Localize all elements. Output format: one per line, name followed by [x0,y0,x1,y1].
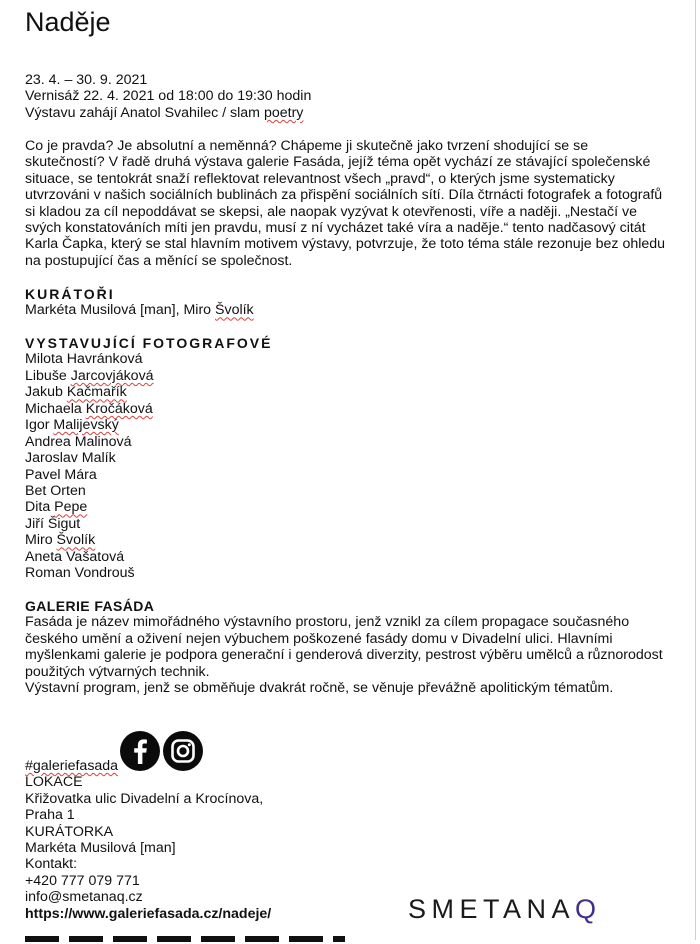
gallery-line: použitých výtvarných technik. [25,663,210,680]
vernissage-time: Vernisáž 22. 4. 2021 od 18:00 do 19:30 hodin [25,88,312,105]
cropped-logo-strokes [25,936,345,942]
gallery-line: Výstavní program, jenž se obměňuje dvakrát ročně, se věnuje převážně apolitickým tématům. [25,680,614,697]
contact-email[interactable]: info@smetanaq.cz [25,889,143,906]
spellcheck-word: Švolík [56,532,96,549]
curators-section [25,286,687,319]
page-edge [695,0,696,940]
exhibitors-list [25,351,687,581]
list-item: Jiří Šigut [25,515,81,532]
logo-accent: Q [575,894,602,924]
spellcheck-word: Kročáková [85,400,153,417]
intro-line: Karla Čapka, který se stal hlavním motivem výstavy, potvrzuje, že toto téma stále rezonuje bez ohledu [25,236,666,253]
location-city: Praha 1 [25,807,75,824]
gallery-line: myšlenkami galerie je podpora generační i genderová diverzity, pestrost výběru umělců a různorodost [25,647,663,664]
list-item: Libuše Jarcovjáková [25,367,154,384]
list-item: Dita Pepe [25,499,88,516]
page-title: Naděje [25,7,111,37]
cropped-logo-fragment [25,934,345,944]
intro-line: utvrzováni v našich sociálních bublinách za přispění sociálních sítí. Díla čtrnácti fotografek a fotografů [25,187,663,204]
list-item: Jaroslav Malík [25,450,116,467]
list-item: Roman Vondrouš [25,565,135,582]
intro-line: situace, se tentokrát snaží reflektovat relevantnost všech „pravd“, o kterých jsme systematicky [25,170,615,187]
website-link[interactable]: https://www.galeriefasada.cz/nadeje/ [25,905,272,922]
contact-label: Kontakt: [25,856,78,873]
intro-paragraph [25,138,687,269]
spellcheck-word: Malijevský [53,417,119,434]
list-item: Milota Havránková [25,351,143,368]
curator-label: KURÁTORKA [25,823,114,840]
list-item: Bet Orten [25,483,86,500]
gallery-line: Fasáda je název mimořádného výstavního prostoru, jenž vznikl za cílem propagace současného [25,614,630,631]
exhibition-period: 23. 4. – 30. 9. 2021 [25,72,148,88]
intro-line: na postupující čas a měnící se společnost. [25,252,293,269]
logo-main: SMETANA [408,894,576,924]
exhibitors-section [25,335,687,582]
list-item: Pavel Mára [25,466,97,483]
event-dates [25,72,687,121]
intro-line: svých konstatováních míti jen pravdu, musí z ní vycházet také víra a naděje.“ tento nadčasový citát [25,220,646,237]
smetanaq-logo [408,894,602,924]
list-item: Andrea Malinová [25,433,132,450]
spellcheck-word: Kačmařík [66,384,127,401]
exhibitors-heading: VYSTAVUJÍCÍ FOTOGRAFOVÉ [25,335,273,351]
footer-info [25,758,355,922]
gallery-line: českého umění a oživení nejen výbuchem poškozené fasády domu v Divadelní ulici. Hlavními [25,630,613,647]
spellcheck-word: poetry [263,104,304,121]
list-item: Michaela Kročáková [25,400,153,417]
location-label: LOKACE [25,774,83,791]
contact-phone[interactable]: +420 777 079 771 [25,872,140,889]
gallery-heading: GALERIE FASÁDA [25,598,155,614]
curators-heading: KURÁTOŘI [25,286,115,302]
curators-names: Markéta Musilová [man], Miro Švolík [25,302,254,319]
intro-line: si kladou za cíl nepoddávat se skepsi, ale naopak vyzývat k otevřenosti, víře a naději. „Nestačí ve [25,203,637,220]
intro-line: Co je pravda? Je absolutní a neměnná? Chápeme ji skutečně jako tvrzení shodující se se [25,138,589,154]
hashtag-link[interactable]: #galeriefasada [25,758,119,774]
list-item: Igor Malijevský [25,417,119,434]
intro-line: skutečností? V řadě druhá výstava galerie Fasáda, jejíž téma opět vychází ze stávající společenské [25,154,651,171]
gallery-section [25,598,687,696]
spellcheck-word: Jarcovjáková [70,367,154,384]
curator-name: Markéta Musilová [man] [25,840,176,857]
list-item: Aneta Vašatová [25,548,125,565]
spellcheck-word: Pepe [54,499,88,516]
location-address: Křižovatka ulic Divadelní a Krocínova, [25,790,264,807]
list-item: Miro Švolík [25,532,96,549]
list-item: Jakub Kačmařík [25,384,127,401]
spellcheck-word: Švolík [215,302,254,319]
opening-line: Výstavu zahájí Anatol Svahilec / slam poetry [25,104,304,121]
